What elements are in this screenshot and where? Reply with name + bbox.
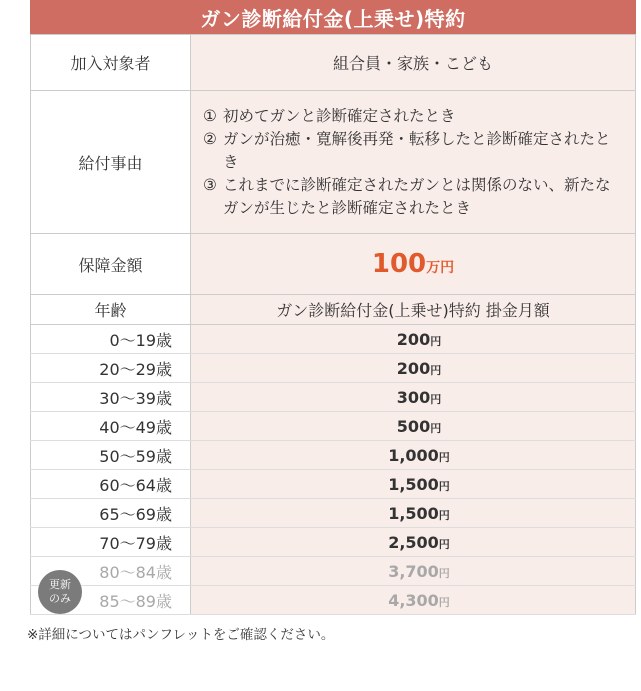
premium-row <box>31 499 636 528</box>
premium-price-cell <box>191 528 636 557</box>
reason-number: ② <box>203 129 217 148</box>
rider-table <box>30 34 636 615</box>
premium-row <box>31 441 636 470</box>
rider-title: ガン診断給付金(上乗せ)特約 <box>30 0 636 34</box>
premium-row <box>31 528 636 557</box>
premium-price-unit: 円 <box>438 508 450 522</box>
member-label: 加入対象者 <box>31 35 191 91</box>
premium-header-row <box>31 295 636 325</box>
premium-price-cell <box>191 354 636 383</box>
premium-price-cell <box>191 412 636 441</box>
reason-list <box>191 99 635 226</box>
premium-price-cell <box>191 499 636 528</box>
reason-item <box>203 105 625 128</box>
premium-row <box>31 557 636 586</box>
premium-row <box>31 383 636 412</box>
premium-price: 4,300 <box>388 590 439 610</box>
premium-age: 20〜29歳 <box>31 354 191 383</box>
premium-price-cell <box>191 470 636 499</box>
premium-age: 70〜79歳 <box>31 528 191 557</box>
premium-price-unit: 円 <box>438 450 450 464</box>
premium-price-cell <box>191 586 636 615</box>
amount-value <box>191 234 636 295</box>
reason-number: ③ <box>203 175 217 194</box>
reason-text: ガンが治癒・寛解後再発・転移したと診断確定されたとき <box>223 129 611 171</box>
premium-price: 200 <box>396 358 431 378</box>
badge-line1: 更新 <box>49 578 71 591</box>
premium-age: 65〜69歳 <box>31 499 191 528</box>
premium-price-unit: 円 <box>438 479 450 493</box>
reason-label: 給付事由 <box>31 91 191 234</box>
premium-rows <box>31 325 636 615</box>
premium-price: 2,500 <box>388 532 439 552</box>
premium-age: 40〜49歳 <box>31 412 191 441</box>
premium-header-age: 年齢 <box>31 295 191 325</box>
footnote: ※詳細についてはパンフレットをご確認ください。 <box>27 627 335 643</box>
premium-price: 1,000 <box>388 445 439 465</box>
premium-age: 60〜64歳 <box>31 470 191 499</box>
reason-cell <box>191 91 636 234</box>
premium-age: 80〜84歳 <box>31 557 191 586</box>
reason-item <box>203 174 625 220</box>
premium-header-price: ガン診断給付金(上乗せ)特約 掛金月額 <box>191 295 636 325</box>
premium-price-cell <box>191 557 636 586</box>
reason-text: これまでに診断確定されたガンとは関係のない、新たなガンが生じたと診断確定されたとき <box>223 175 611 217</box>
member-value: 組合員・家族・こども <box>191 35 636 91</box>
premium-price: 1,500 <box>388 503 439 523</box>
premium-price-unit: 円 <box>438 537 450 551</box>
amount-unit: 万円 <box>426 260 455 276</box>
reason-item <box>203 128 625 174</box>
premium-price-cell <box>191 441 636 470</box>
premium-price: 500 <box>396 416 431 436</box>
reason-text: 初めてガンと診断確定されたとき <box>223 106 456 125</box>
renewal-only-badge <box>38 570 82 614</box>
premium-age: 30〜39歳 <box>31 383 191 412</box>
premium-row <box>31 470 636 499</box>
premium-price-unit: 円 <box>438 566 450 580</box>
premium-row <box>31 412 636 441</box>
premium-price-cell <box>191 383 636 412</box>
premium-price-unit: 円 <box>430 392 442 406</box>
amount-row <box>31 234 636 295</box>
premium-price-unit: 円 <box>430 334 442 348</box>
rider-table-container <box>30 0 636 615</box>
premium-price-unit: 円 <box>438 595 450 609</box>
amount-number: 100 <box>371 249 427 279</box>
premium-price-unit: 円 <box>430 363 442 377</box>
premium-price: 200 <box>396 329 431 349</box>
badge-line2: のみ <box>49 592 71 605</box>
premium-age: 0〜19歳 <box>31 325 191 354</box>
premium-row <box>31 354 636 383</box>
premium-price-unit: 円 <box>430 421 442 435</box>
premium-price: 3,700 <box>388 561 439 581</box>
premium-age: 85〜89歳 <box>31 586 191 615</box>
premium-row <box>31 325 636 354</box>
amount-label: 保障金額 <box>31 234 191 295</box>
reason-row <box>31 91 636 234</box>
premium-row <box>31 586 636 615</box>
premium-price-cell <box>191 325 636 354</box>
premium-price: 1,500 <box>388 474 439 494</box>
member-row <box>31 35 636 91</box>
premium-age: 50〜59歳 <box>31 441 191 470</box>
premium-price: 300 <box>396 387 431 407</box>
reason-number: ① <box>203 106 217 125</box>
